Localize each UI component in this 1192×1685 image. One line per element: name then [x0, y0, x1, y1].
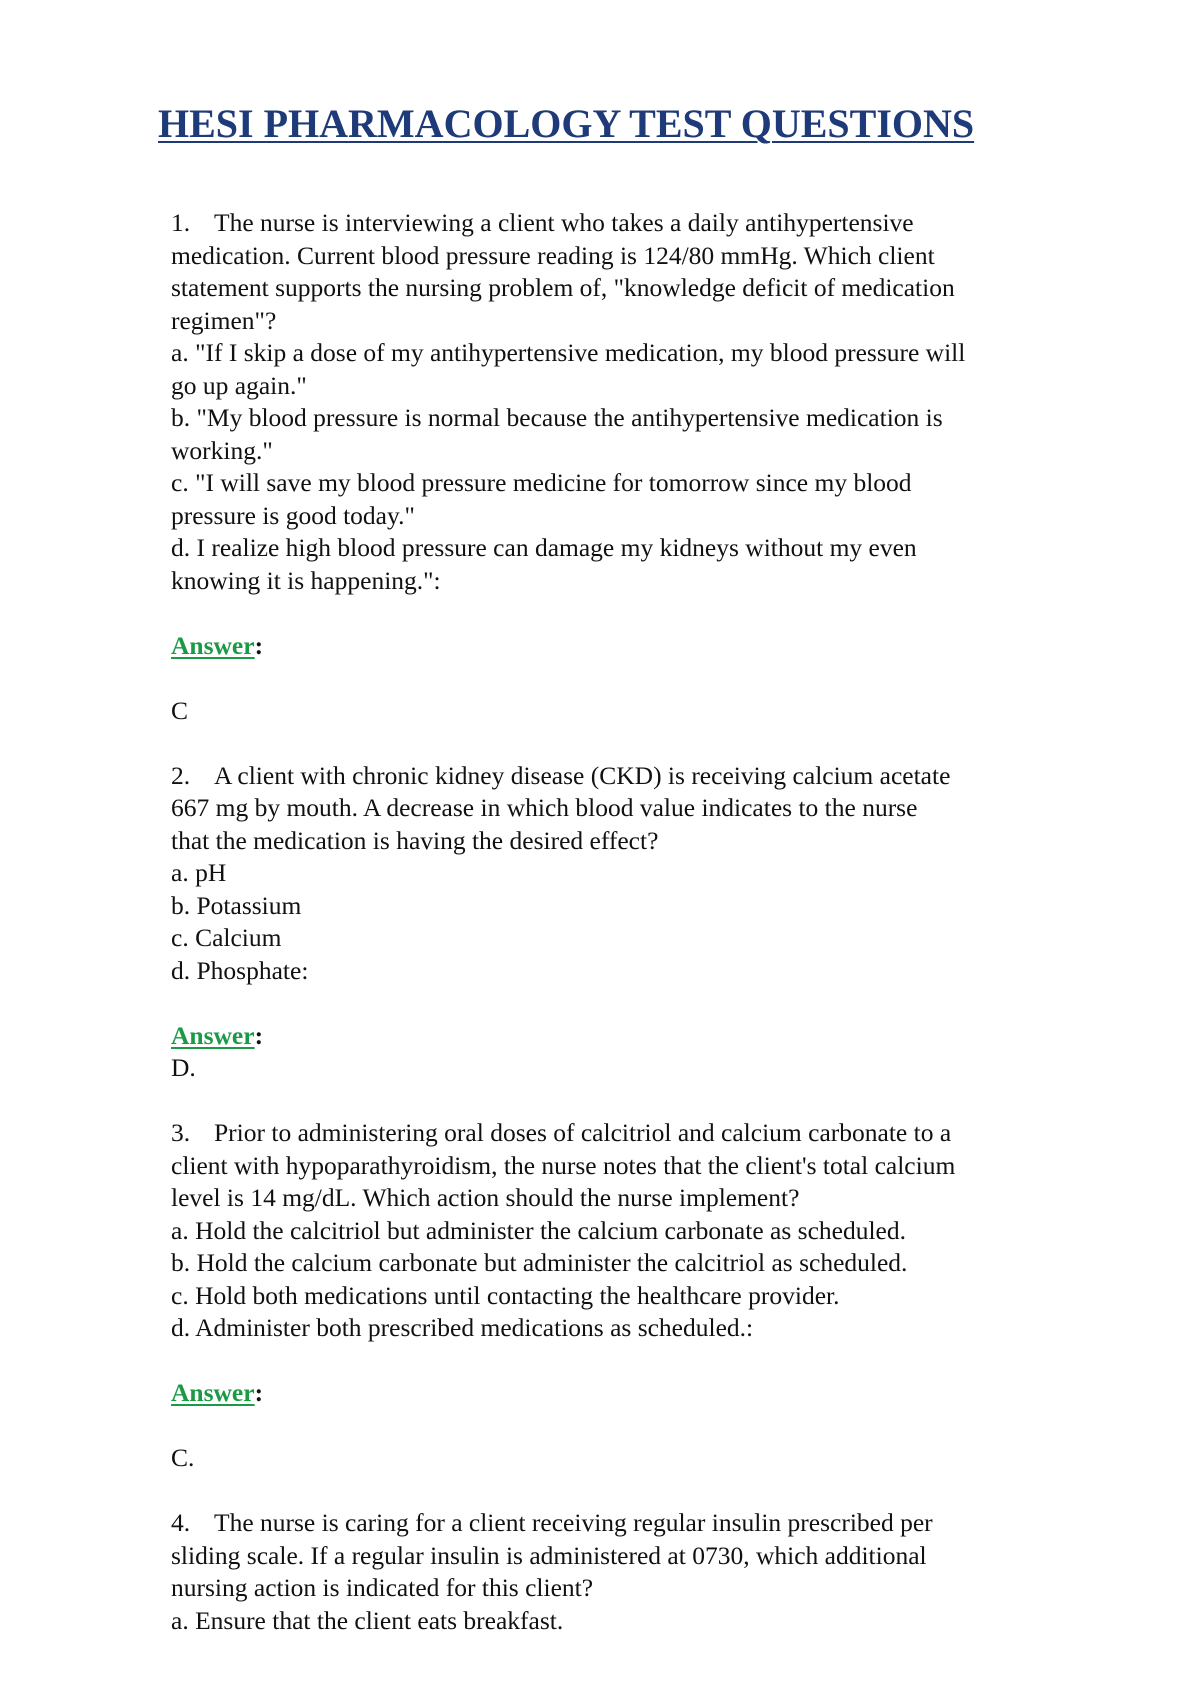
- option-line: a. Ensure that the client eats breakfast.: [171, 1605, 564, 1635]
- option-line: a. pH: [171, 858, 227, 887]
- option-line: d. I realize high blood pressure can damage my kidneys without my even: [171, 533, 917, 562]
- question-stem-line: statement supports the nursing problem of, "knowledge deficit of medication: [171, 273, 955, 302]
- option-line: working.": [171, 435, 273, 465]
- option-line: c. Calcium: [171, 923, 282, 952]
- option-line: pressure is good today.": [171, 500, 415, 530]
- question-stem-line: 1. The nurse is interviewing a client who takes a daily antihypertensive: [171, 207, 1071, 240]
- option-line: b. Potassium: [171, 890, 302, 920]
- question-stem-line: regimen"?: [171, 305, 277, 335]
- question-3: [171, 1117, 1071, 1507]
- option-line: b. "My blood pressure is normal because the antihypertensive medication is: [171, 403, 943, 432]
- answer-value: D.: [171, 1053, 196, 1082]
- answer-value: C.: [171, 1443, 195, 1472]
- option-line: d. Administer both prescribed medications as scheduled.:: [171, 1313, 754, 1342]
- question-stem-line: that the medication is having the desired effect?: [171, 825, 659, 855]
- answer-label: Answer:: [171, 1020, 264, 1050]
- answer-label: Answer:: [171, 1378, 264, 1407]
- question-2: [171, 760, 1071, 1118]
- document-title: HESI PHARMACOLOGY TEST QUESTIONS: [158, 101, 975, 146]
- question-number: 4.: [171, 1508, 191, 1537]
- question-stem-line: 2. A client with chronic kidney disease (CKD) is receiving calcium acetate: [171, 760, 1071, 793]
- question-number: 1.: [171, 208, 191, 237]
- question-1: [171, 207, 1071, 760]
- question-list: [171, 207, 1071, 1637]
- option-line: a. Hold the calcitriol but administer the calcium carbonate as scheduled.: [171, 1215, 906, 1245]
- question-stem-line: 3. Prior to administering oral doses of calcitriol and calcium carbonate to a: [171, 1117, 1071, 1150]
- question-number: 3.: [171, 1118, 191, 1147]
- question-stem-line: 4. The nurse is caring for a client receiving regular insulin prescribed per: [171, 1507, 1071, 1540]
- option-line: a. "If I skip a dose of my antihypertensive medication, my blood pressure will: [171, 338, 966, 367]
- question-4: [171, 1507, 1071, 1637]
- question-number: 2.: [171, 760, 191, 790]
- option-line: go up again.": [171, 370, 307, 400]
- question-stem-line: level is 14 mg/dL. Which action should the nurse implement?: [171, 1183, 800, 1212]
- option-line: c. "I will save my blood pressure medicine for tomorrow since my blood: [171, 468, 912, 497]
- question-stem-line: medication. Current blood pressure reading is 124/80 mmHg. Which client: [171, 240, 935, 270]
- question-stem-line: 667 mg by mouth. A decrease in which blood value indicates to the nurse: [171, 793, 918, 822]
- question-stem-line: client with hypoparathyroidism, the nurse notes that the client's total calcium: [171, 1150, 956, 1180]
- question-stem-line: nursing action is indicated for this client?: [171, 1573, 594, 1602]
- answer-label: Answer:: [171, 630, 264, 660]
- option-line: d. Phosphate:: [171, 955, 309, 985]
- option-line: b. Hold the calcium carbonate but administer the calcitriol as scheduled.: [171, 1248, 908, 1277]
- option-line: c. Hold both medications until contacting the healthcare provider.: [171, 1280, 840, 1310]
- option-line: knowing it is happening.":: [171, 565, 441, 595]
- answer-value: C: [171, 695, 189, 725]
- question-stem-line: sliding scale. If a regular insulin is administered at 0730, which additional: [171, 1540, 927, 1570]
